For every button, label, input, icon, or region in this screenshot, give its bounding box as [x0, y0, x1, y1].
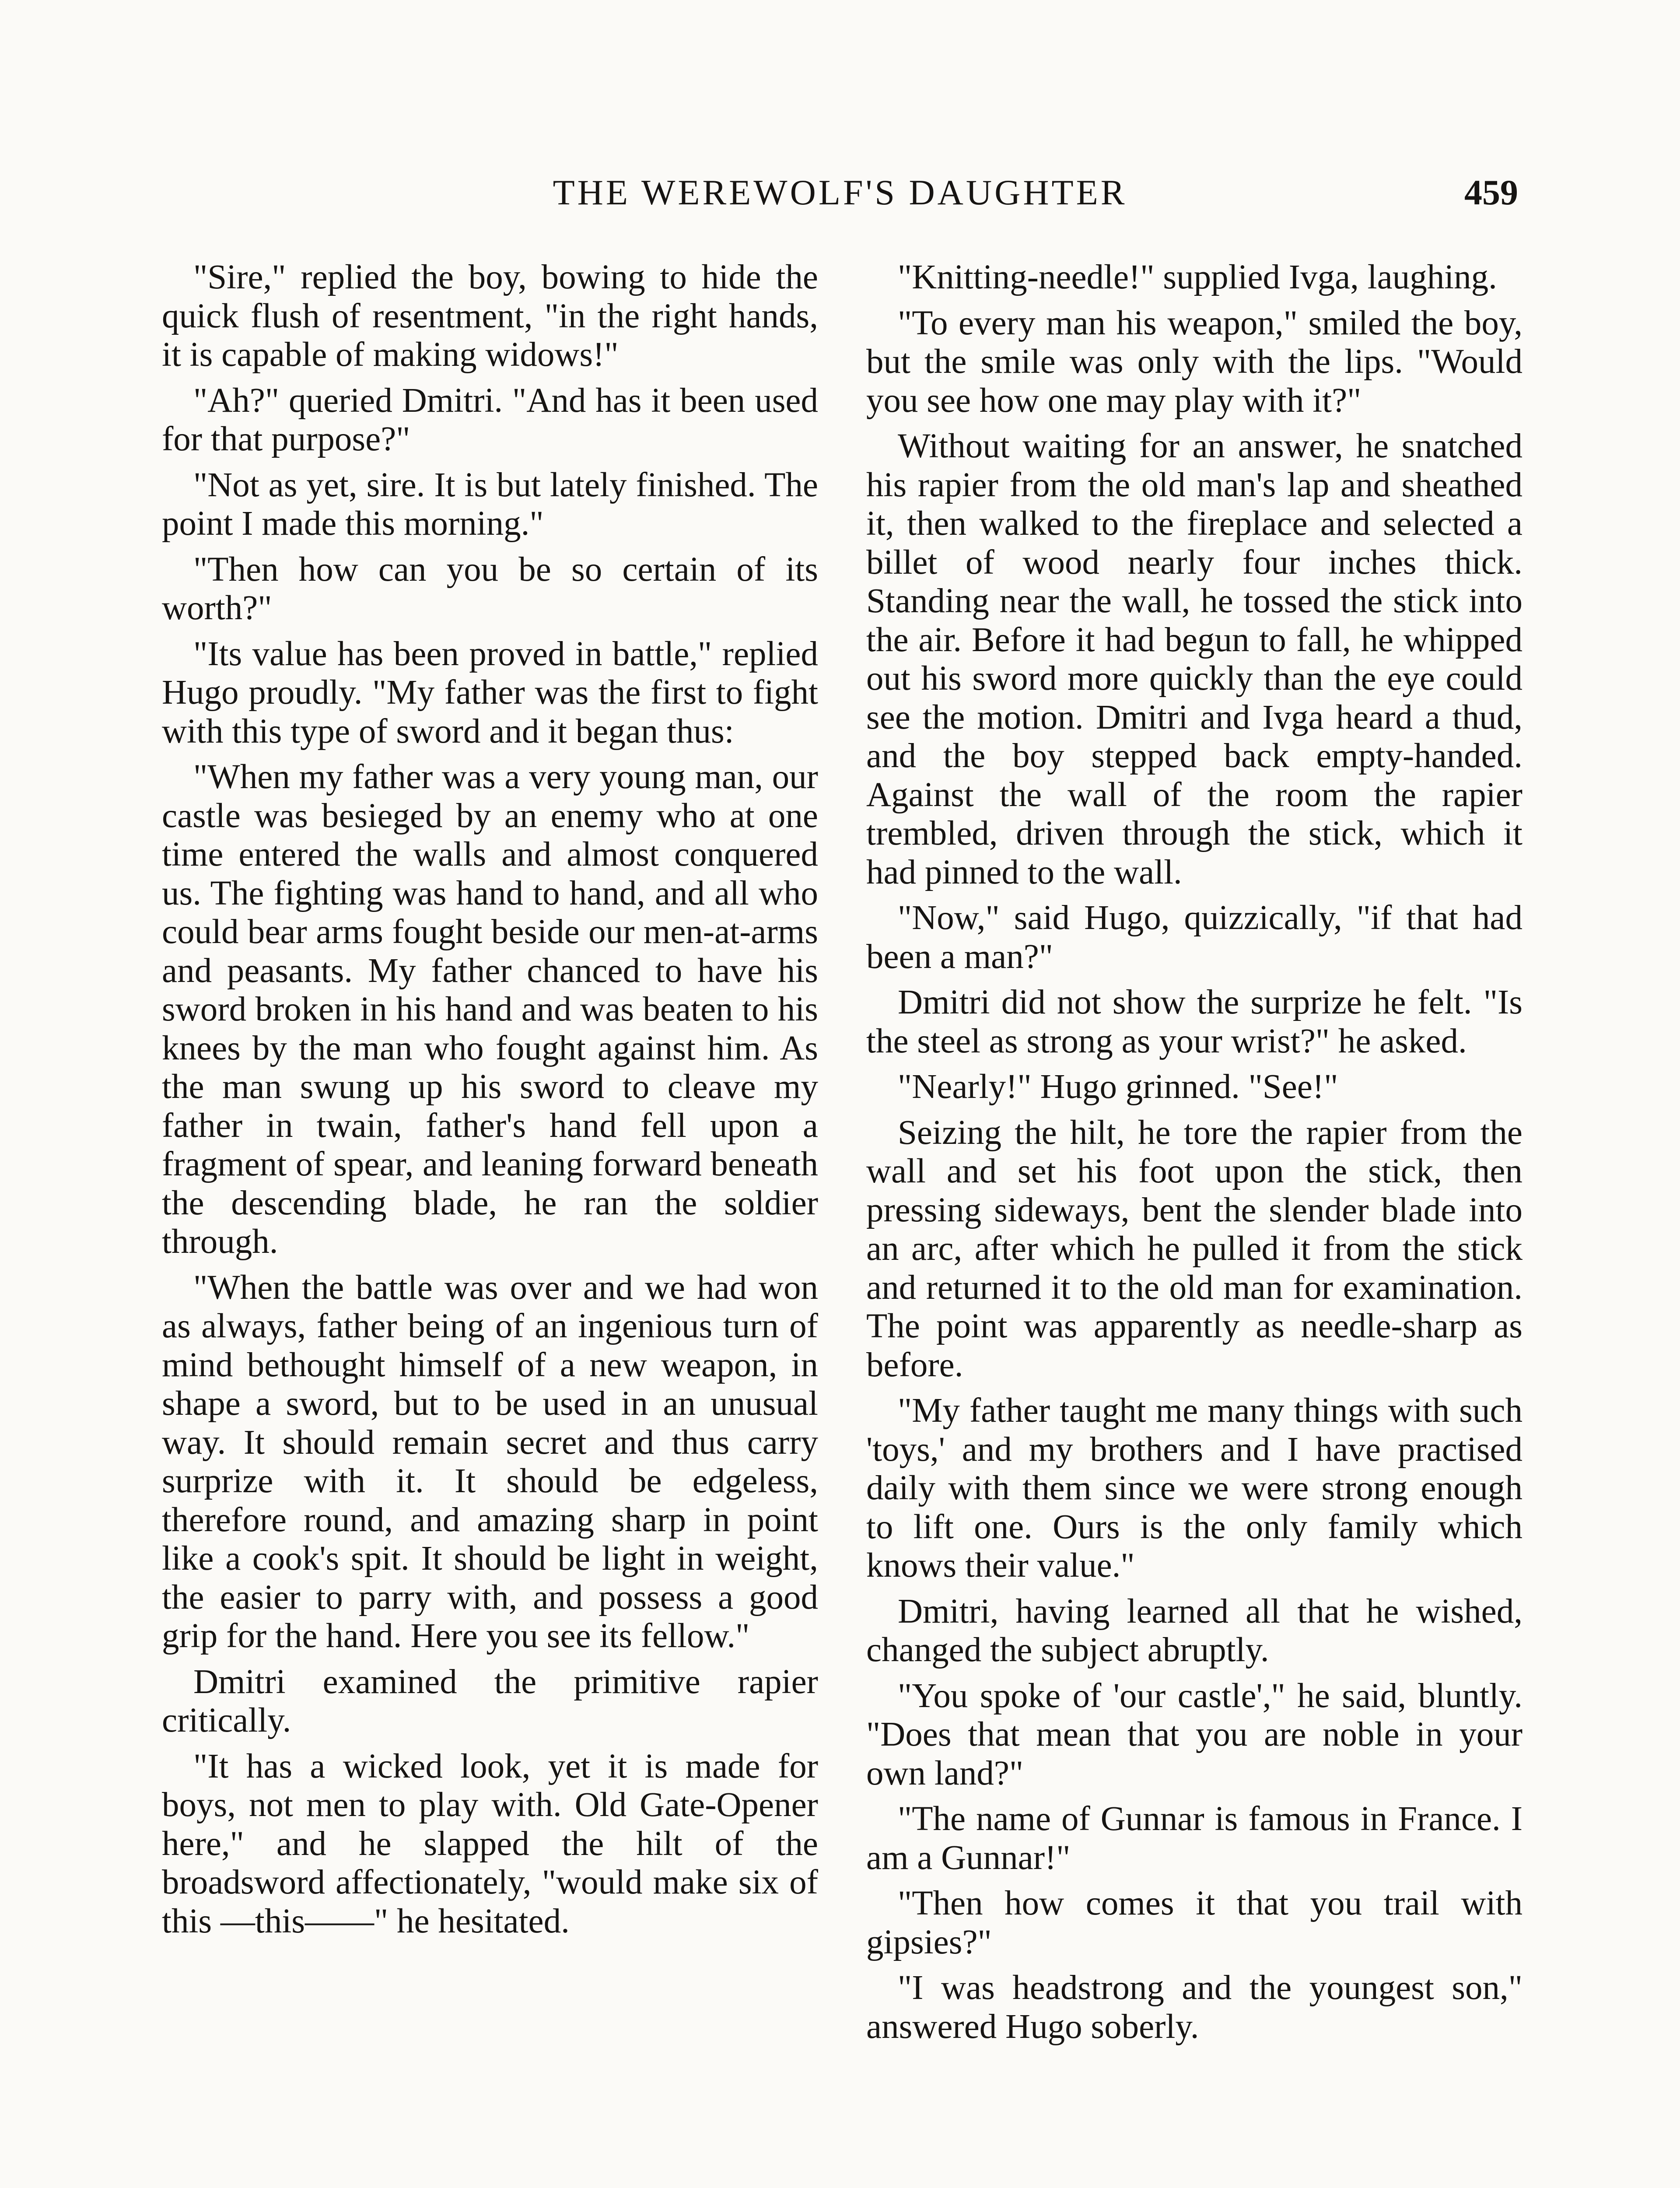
page-number: 459: [1464, 172, 1518, 212]
running-head: [162, 166, 1518, 219]
paragraph: "Sire," replied the boy, bowing to hide the quick flush of resentment, "in the right hands, it is capable of making widows!": [162, 258, 818, 374]
left-column: [162, 258, 818, 1948]
paragraph: Dmitri examined the primitive rapier critically.: [162, 1662, 818, 1739]
paragraph: Without waiting for an answer, he snatched his rapier from the old man's lap and sheathed it, then walked to the fireplace and selected a billet of wood nearly four inches thick. Standing near the wall, he tossed the stick into the air. Before it had begun to fall, he whipped out his sword more quickly than the eye could see the motion. Dmitri and Ivga heard a thud, and the boy stepped back empty-handed. Against the wall of the room the rapier trembled, driven through the stick, which it had pinned to the wall.: [866, 427, 1522, 891]
paragraph: Dmitri, having learned all that he wished, changed the subject abruptly.: [866, 1592, 1522, 1669]
paragraph: "Not as yet, sire. It is but lately finished. The point I made this morning.": [162, 466, 818, 543]
paragraph: "Then how can you be so certain of its worth?": [162, 550, 818, 627]
running-title: THE WEREWOLF'S DAUGHTER: [553, 172, 1127, 212]
right-column: [866, 258, 1522, 2053]
paragraph: "To every man his weapon," smiled the boy, but the smile was only with the lips. "Would you see how one may play with it?": [866, 304, 1522, 420]
paragraph: "Knitting-needle!" supplied Ivga, laughing.: [898, 258, 1497, 296]
paragraph: "When my father was a very young man, our castle was besieged by an enemy who at one time entered the walls and almost conquered us. The fighting was hand to hand, and all who could bear arms fought beside our men-at-arms and peasants. My father chanced to have his sword broken in his hand and was beaten to his knees by the man who fought against him. As the man swung up his sword to cleave my father in twain, father's hand fell upon a fragment of spear, and leaning forward beneath the descending blade, he ran the soldier through.: [162, 758, 818, 1261]
paragraph: "You spoke of 'our castle'," he said, bluntly. "Does that mean that you are noble in your own land?": [866, 1676, 1522, 1792]
paragraph: "My father taught me many things with such 'toys,' and my brothers and I have practised daily with them since we were strong enough to lift one. Ours is the only family which knows their value.": [866, 1392, 1522, 1585]
paragraph: "I was headstrong and the youngest son," answered Hugo soberly.: [866, 1969, 1522, 2046]
paragraph: "Then how comes it that you trail with gipsies?": [866, 1884, 1522, 1961]
paragraph: "Its value has been proved in battle," replied Hugo proudly. "My father was the first to fight with this type of sword and it began thus:: [162, 635, 818, 750]
paragraph: "Now," said Hugo, quizzically, "if that had been a man?": [866, 899, 1522, 976]
paragraph: "It has a wicked look, yet it is made for boys, not men to play with. Old Gate-Opener here," and he slapped the hilt of the broadsword affectionately, "would make six of this —this——" he hesitated.: [162, 1747, 818, 1940]
paragraph: "Nearly!" Hugo grinned. "See!": [898, 1068, 1338, 1106]
paragraph: "When the battle was over and we had won as always, father being of an ingenious turn of mind bethought himself of a new weapon, in shape a sword, but to be used in an unusual way. It should remain secret and thus carry surprize with it. It should be edgeless, therefore round, and amazing sharp in point like a cook's spit. It should be light in weight, the easier to parry with, and possess a good grip for the hand. Here you see its fellow.": [162, 1268, 818, 1655]
paragraph: Dmitri did not show the surprize he felt. "Is the steel as strong as your wrist?" he asked.: [866, 983, 1522, 1060]
paragraph: "Ah?" queried Dmitri. "And has it been used for that purpose?": [162, 381, 818, 458]
paragraph: Seizing the hilt, he tore the rapier from the wall and set his foot upon the stick, then pressing sideways, bent the slender blade into an arc, after which he pulled it from the stick and returned it to the old man for examination. The point was apparently as needle-sharp as before.: [866, 1113, 1522, 1384]
paragraph: "The name of Gunnar is famous in France. I am a Gunnar!": [866, 1800, 1522, 1877]
